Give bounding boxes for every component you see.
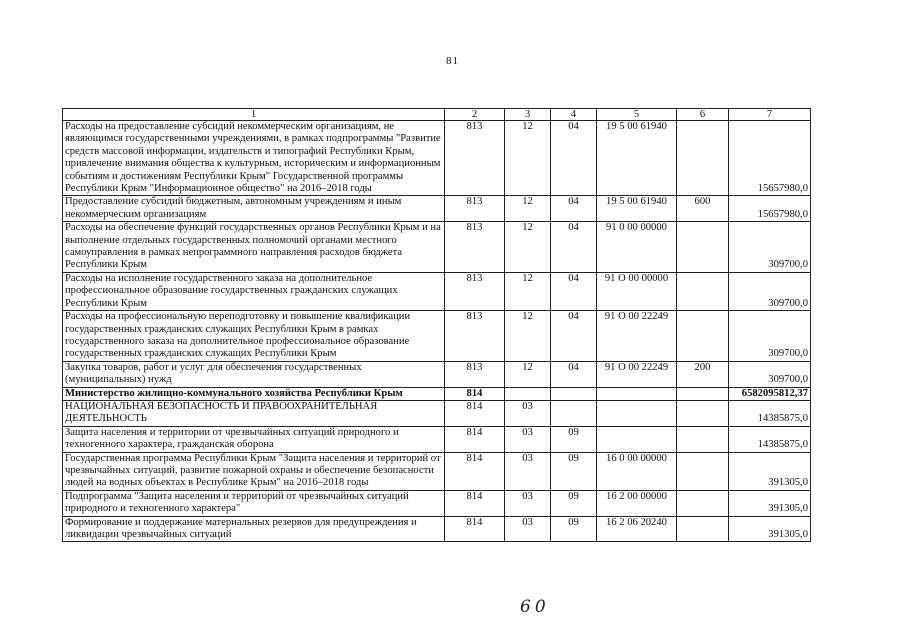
cell-target-article: 19 5 00 61940 [597, 121, 677, 196]
cell-glava: 813 [445, 196, 505, 222]
cell-podrazdel: 09 [551, 516, 597, 542]
handwritten-page-mark: 60 [520, 597, 550, 617]
table-row [63, 490, 811, 516]
cell-target-article [597, 387, 677, 400]
cell-podrazdel [551, 400, 597, 426]
table-row [63, 272, 811, 310]
column-header: 5 [597, 109, 677, 121]
cell-podrazdel: 09 [551, 490, 597, 516]
row-description: Предоставление субсидий бюджетным, автономным учреждениям и иным некоммерческим организациям [63, 196, 445, 222]
cell-target-article: 91 О 00 22249 [597, 311, 677, 362]
cell-amount: 391305,0 [729, 452, 811, 490]
table-header-row [63, 109, 811, 121]
row-description: Расходы на исполнение государственного заказа на дополнительное профессиональное образование государственных гражданских служащих Республики Крым [63, 272, 445, 310]
cell-target-article: 91 0 00 00000 [597, 222, 677, 273]
cell-target-article: 16 2 06 20240 [597, 516, 677, 542]
cell-glava: 813 [445, 272, 505, 310]
cell-razdel: 12 [505, 272, 551, 310]
cell-target-article: 19 5 00 61940 [597, 196, 677, 222]
cell-razdel: 03 [505, 490, 551, 516]
cell-amount: 15657980,0 [729, 121, 811, 196]
cell-razdel: 03 [505, 426, 551, 452]
cell-expense-type [677, 387, 729, 400]
row-description: Расходы на обеспечение функций государственных органов Республики Крым и на выполнение отдельных государственных полномочий органами местного самоуправления в рамках непрограммного направления расходов бюджета Республики Крым [63, 222, 445, 273]
cell-target-article [597, 426, 677, 452]
cell-podrazdel: 09 [551, 452, 597, 490]
cell-expense-type [677, 222, 729, 273]
cell-glava: 813 [445, 361, 505, 387]
cell-glava: 814 [445, 452, 505, 490]
cell-glava: 814 [445, 426, 505, 452]
cell-target-article: 91 О 00 22249 [597, 361, 677, 387]
cell-podrazdel: 04 [551, 222, 597, 273]
cell-expense-type [677, 121, 729, 196]
cell-glava: 813 [445, 121, 505, 196]
table-row [63, 222, 811, 273]
cell-glava: 814 [445, 490, 505, 516]
cell-glava: 813 [445, 222, 505, 273]
table-row [63, 400, 811, 426]
cell-expense-type [677, 490, 729, 516]
row-description: Подпрограмма "Защита населения и территорий от чрезвычайных ситуаций природного и техногенного характера" [63, 490, 445, 516]
cell-amount: 309700,0 [729, 222, 811, 273]
row-description: НАЦИОНАЛЬНАЯ БЕЗОПАСНОСТЬ И ПРАВООХРАНИТЕЛЬНАЯ ДЕЯТЕЛЬНОСТЬ [63, 400, 445, 426]
column-header: 6 [677, 109, 729, 121]
cell-glava: 813 [445, 311, 505, 362]
cell-podrazdel: 04 [551, 361, 597, 387]
cell-amount: 391305,0 [729, 490, 811, 516]
row-description: Государственная программа Республики Крым "Защита населения и территорий от чрезвычайных ситуаций, развитие пожарной охраны и обеспечение безопасности людей на водных объектах в Республике Крым" на 2016–2018 годы [63, 452, 445, 490]
cell-target-article: 91 О 00 00000 [597, 272, 677, 310]
column-header: 7 [729, 109, 811, 121]
row-description: Защита населения и территории от чрезвычайных ситуаций природного и техногенного характера, гражданская оборона [63, 426, 445, 452]
cell-amount: 309700,0 [729, 272, 811, 310]
table-row [63, 452, 811, 490]
column-header: 3 [505, 109, 551, 121]
cell-razdel: 12 [505, 311, 551, 362]
budget-table [62, 108, 811, 542]
cell-razdel: 12 [505, 121, 551, 196]
cell-target-article [597, 400, 677, 426]
table-row [63, 121, 811, 196]
cell-razdel: 03 [505, 516, 551, 542]
table-row [63, 196, 811, 222]
cell-expense-type [677, 311, 729, 362]
cell-podrazdel [551, 387, 597, 400]
cell-razdel [505, 387, 551, 400]
cell-razdel: 03 [505, 452, 551, 490]
cell-target-article: 16 2 00 00000 [597, 490, 677, 516]
cell-razdel: 12 [505, 361, 551, 387]
table-row [63, 311, 811, 362]
row-description: Расходы на предоставление субсидий некоммерческим организациям, не являющимся государственными учреждениями, в рамках подпрограммы "Развитие средств массовой информации, издательств и типографий Республики Крым, привлечение внимания общества к культурным, историческим и информационным событиям и достижениям Республики Крым" Государственной программы Республики Крым "Информационное общество" на 2016–2018 годы [63, 121, 445, 196]
table-row [63, 426, 811, 452]
cell-expense-type: 200 [677, 361, 729, 387]
cell-amount: 14385875,0 [729, 400, 811, 426]
page-number: 81 [446, 55, 459, 67]
cell-podrazdel: 04 [551, 311, 597, 362]
row-description: Закупка товаров, работ и услуг для обеспечения государственных (муниципальных) нужд [63, 361, 445, 387]
cell-expense-type: 600 [677, 196, 729, 222]
column-header: 2 [445, 109, 505, 121]
row-description: Формирование и поддержание материальных резервов для предупреждения и ликвидации чрезвычайных ситуаций [63, 516, 445, 542]
row-description: Расходы на профессиональную переподготовку и повышение квалификации государственных гражданских служащих Республики Крым в рамках государственного заказа на дополнительное профессиональное образование государственных гражданских служащих Республики Крым [63, 311, 445, 362]
table-row [63, 361, 811, 387]
row-description: Министерство жилищно-коммунального хозяйства Республики Крым [63, 387, 445, 400]
cell-amount: 309700,0 [729, 311, 811, 362]
column-header: 1 [63, 109, 445, 121]
table-row [63, 387, 811, 400]
cell-expense-type [677, 516, 729, 542]
cell-razdel: 12 [505, 196, 551, 222]
cell-glava: 814 [445, 400, 505, 426]
cell-razdel: 12 [505, 222, 551, 273]
cell-target-article: 16 0 00 00000 [597, 452, 677, 490]
cell-podrazdel: 09 [551, 426, 597, 452]
cell-amount: 15657980,0 [729, 196, 811, 222]
cell-glava: 814 [445, 516, 505, 542]
cell-podrazdel: 04 [551, 196, 597, 222]
cell-amount: 14385875,0 [729, 426, 811, 452]
cell-amount: 391305,0 [729, 516, 811, 542]
cell-glava: 814 [445, 387, 505, 400]
cell-razdel: 03 [505, 400, 551, 426]
cell-amount: 309700,0 [729, 361, 811, 387]
cell-expense-type [677, 452, 729, 490]
cell-amount: 6582095812,37 [729, 387, 811, 400]
cell-expense-type [677, 272, 729, 310]
cell-podrazdel: 04 [551, 121, 597, 196]
column-header: 4 [551, 109, 597, 121]
cell-expense-type [677, 400, 729, 426]
cell-podrazdel: 04 [551, 272, 597, 310]
cell-expense-type [677, 426, 729, 452]
table-row [63, 516, 811, 542]
